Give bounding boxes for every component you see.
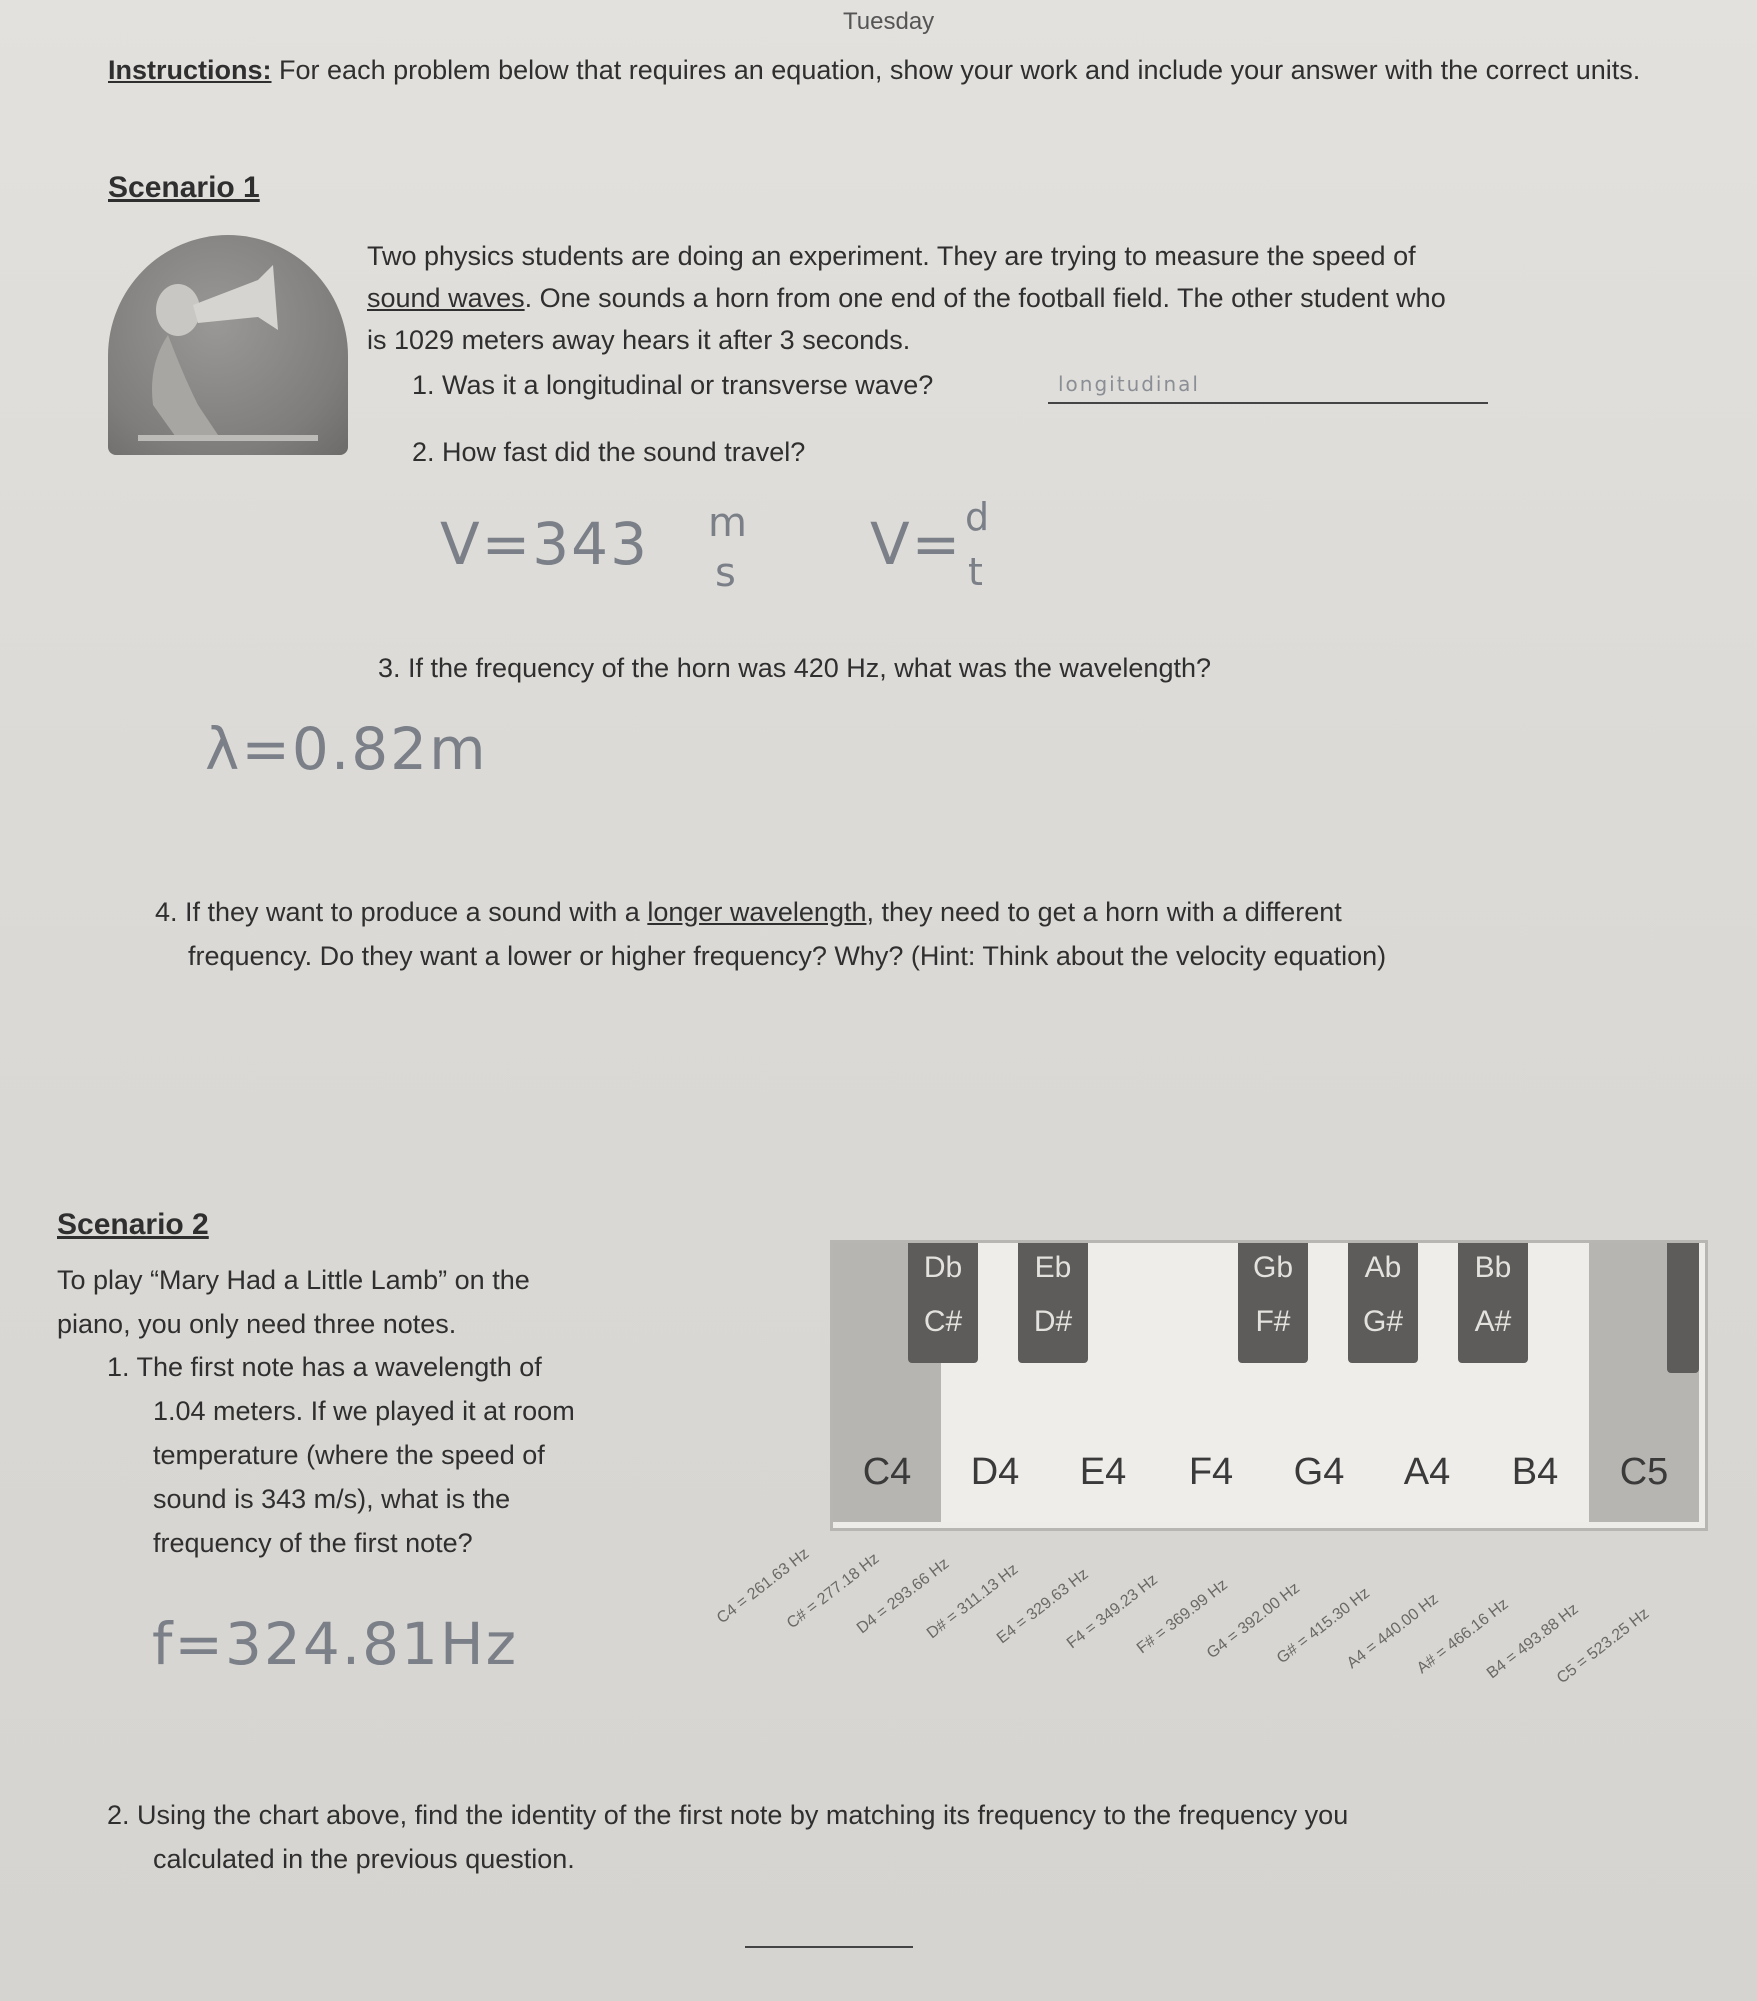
freq-d4: D4 = 293.66 Hz	[853, 1555, 953, 1638]
white-key-g4: G4	[1265, 1243, 1376, 1522]
day-label: Tuesday	[843, 8, 935, 35]
white-key-e4: E4	[1049, 1243, 1160, 1522]
freq-d-sharp: D# = 311.13 Hz	[923, 1560, 1022, 1643]
freq-g4: G4 = 392.00 Hz	[1203, 1579, 1304, 1663]
white-key-a4: A4	[1373, 1243, 1484, 1522]
sharp-label-a: A#	[1474, 1305, 1512, 1338]
instructions-text: For each problem below that requires an equation, show your work and include your answer with the correct units.	[279, 55, 1641, 85]
s1-question-3: 3. If the frequency of the horn was 420 Hz, what was the wavelength?	[378, 653, 1211, 683]
instructions-label: Instructions:	[108, 55, 272, 85]
s1-q1-answer: longitudinal	[1058, 372, 1200, 396]
freq-c5: C5 = 523.25 Hz	[1553, 1605, 1653, 1688]
sound-waves-link: sound waves	[367, 283, 525, 313]
flat-label-eb: Eb	[1034, 1251, 1072, 1284]
white-key-c5: C5	[1589, 1243, 1699, 1522]
flat-label-bb: Bb	[1474, 1251, 1512, 1284]
white-key-d4: D4	[941, 1243, 1052, 1522]
s1-q2-answer: V=343 m s V= d t	[440, 495, 992, 596]
freq-c-sharp: C# = 277.18 Hz	[783, 1550, 883, 1633]
freq-f4: F4 = 349.23 Hz	[1063, 1571, 1161, 1653]
s2-q2-answer-line[interactable]	[745, 1946, 913, 1948]
freq-a-sharp: A# = 466.16 Hz	[1413, 1595, 1512, 1678]
scenario1-title: Scenario 1	[108, 171, 260, 204]
flat-label-gb: Gb	[1252, 1251, 1294, 1284]
longer-wavelength-link: longer wavelength	[647, 897, 867, 927]
scenario1-intro: Two physics students are doing an experiment. They are trying to measure the speed of sound waves. One sounds a horn from one end of the football field. The other student who is 1029 meters away hears it after 3 seconds.	[367, 241, 1446, 355]
scenario2-title: Scenario 2	[57, 1208, 209, 1241]
s1-q3-answer: λ=0.82m	[205, 715, 488, 783]
sharp-label-f: F#	[1255, 1305, 1291, 1338]
freq-e4: E4 = 329.63 Hz	[993, 1565, 1092, 1648]
sharp-label-c: C#	[923, 1305, 963, 1338]
sharp-label-g: G#	[1362, 1305, 1404, 1338]
s2-question-2: 2. Using the chart above, find the identity of the first note by matching its frequency to the frequency you calculated in the previous question.	[107, 1800, 1349, 1874]
white-key-c4: C4	[833, 1243, 944, 1522]
s2-intro: To play “Mary Had a Little Lamb” on the piano, you only need three notes.	[57, 1265, 530, 1339]
sharp-label-d: D#	[1033, 1305, 1073, 1338]
s1-question-2: 2. How fast did the sound travel?	[412, 437, 806, 467]
white-key-b4: B4	[1481, 1243, 1592, 1522]
freq-b4: B4 = 493.88 Hz	[1483, 1600, 1582, 1683]
flat-label-ab: Ab	[1364, 1251, 1402, 1284]
freq-a4: A4 = 440.00 Hz	[1343, 1590, 1442, 1673]
s2-q1-answer: f=324.81Hz	[152, 1610, 519, 1678]
s1-question-4: 4. If they want to produce a sound with a longer wavelength, they need to get a horn with a different frequency. Do they want a lower or higher frequency? Why? (Hint: Think about the velocity equation)	[155, 897, 1387, 971]
freq-f-sharp: F# = 369.99 Hz	[1133, 1576, 1231, 1658]
white-key-f4: F4	[1157, 1243, 1268, 1522]
freq-c4: C4 = 261.63 Hz	[713, 1545, 813, 1628]
freq-g-sharp: G# = 415.30 Hz	[1273, 1584, 1374, 1668]
s1-question-1: 1. Was it a longitudinal or transverse wave?	[412, 370, 934, 400]
flat-label-db: Db	[923, 1251, 963, 1284]
s2-question-1: 1. The first note has a wavelength of 1.04 meters. If we played it at room temperature (where the speed of sound is 343 m/s), what is the frequency of the first note?	[107, 1352, 575, 1558]
